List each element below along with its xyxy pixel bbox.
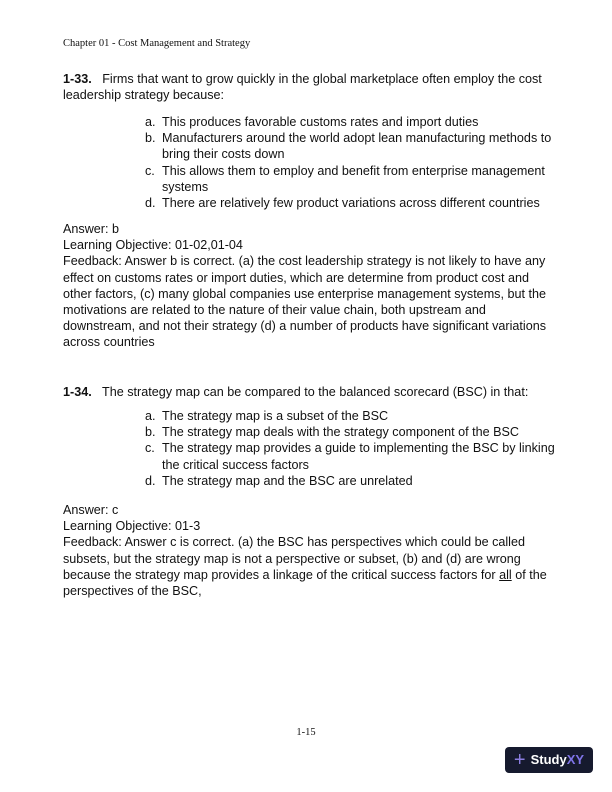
page-number: 1-15 [296, 727, 316, 738]
plus-icon: + [513, 749, 526, 771]
question-text: The strategy map can be compared to the balanced scorecard (BSC) in that: [102, 385, 529, 399]
option-b: b. The strategy map deals with the strategy component of the BSC [145, 425, 520, 440]
feedback: Feedback: Answer b is correct. (a) the cost leadership strategy is not likely to have any [63, 254, 546, 269]
feedback: downstream, and not their strategy (d) a number of products have significant variations [63, 319, 547, 334]
option-d: d. There are relatively few product variations across different countries [145, 196, 540, 211]
option-c: c. The strategy map provides a guide to implementing the BSC by linking the critical success factors [145, 441, 555, 472]
option-d: d. The strategy map and the BSC are unrelated [145, 473, 413, 488]
feedback: other factors, (c) many global companies use enterprise management systems, but the [63, 286, 546, 301]
options-1-34 [145, 408, 555, 489]
feedback: effect on customs rates or import duties, which are determine from product cost and [63, 270, 529, 285]
feedback: Feedback: Answer c is correct. (a) the BSC has perspectives which could be called [63, 535, 525, 550]
option-c: c. This allows them to employ and benefit from enterprise management systems [145, 163, 545, 194]
badge-text-accent: XY [566, 752, 585, 767]
feedback: perspectives of the BSC, [63, 584, 202, 599]
studyxy-badge[interactable] [505, 747, 593, 773]
learning-objective: Learning Objective: 01-02,01-04 [63, 238, 243, 253]
page-header: Chapter 01 - Cost Management and Strategy [63, 38, 251, 49]
question-1-34 [63, 384, 563, 400]
question-text: leadership strategy because: [63, 88, 225, 103]
answer: Answer: b [63, 222, 119, 236]
option-a: a. The strategy map is a subset of the BSC [145, 409, 389, 423]
answer: Answer: c [63, 503, 119, 517]
question-number: 1-34. [63, 385, 92, 399]
options-1-33 [145, 114, 551, 211]
feedback: motivations are related to the nature of their value chain, both upstream and [63, 303, 486, 318]
question-1-33 [63, 71, 563, 103]
badge-text: Study [530, 752, 567, 767]
learning-objective: Learning Objective: 01-3 [63, 519, 201, 534]
answer-block-1-33 [63, 221, 563, 351]
option-a: a. This produces favorable customs rates and import duties [145, 115, 479, 129]
feedback: subsets, but the strategy map is not a perspective or subset, (b) and (d) are wrong [63, 551, 521, 566]
answer-block-1-34 [63, 502, 563, 599]
feedback: across countries [63, 335, 155, 350]
question-text: Firms that want to grow quickly in the global marketplace often employ the cost [102, 72, 542, 86]
feedback: because the strategy map provides a linkage of the critical success factors for all of the [63, 567, 547, 582]
question-number: 1-33. [63, 72, 92, 86]
option-b: b. Manufacturers around the world adopt lean manufacturing methods to bring their costs down [145, 131, 552, 162]
